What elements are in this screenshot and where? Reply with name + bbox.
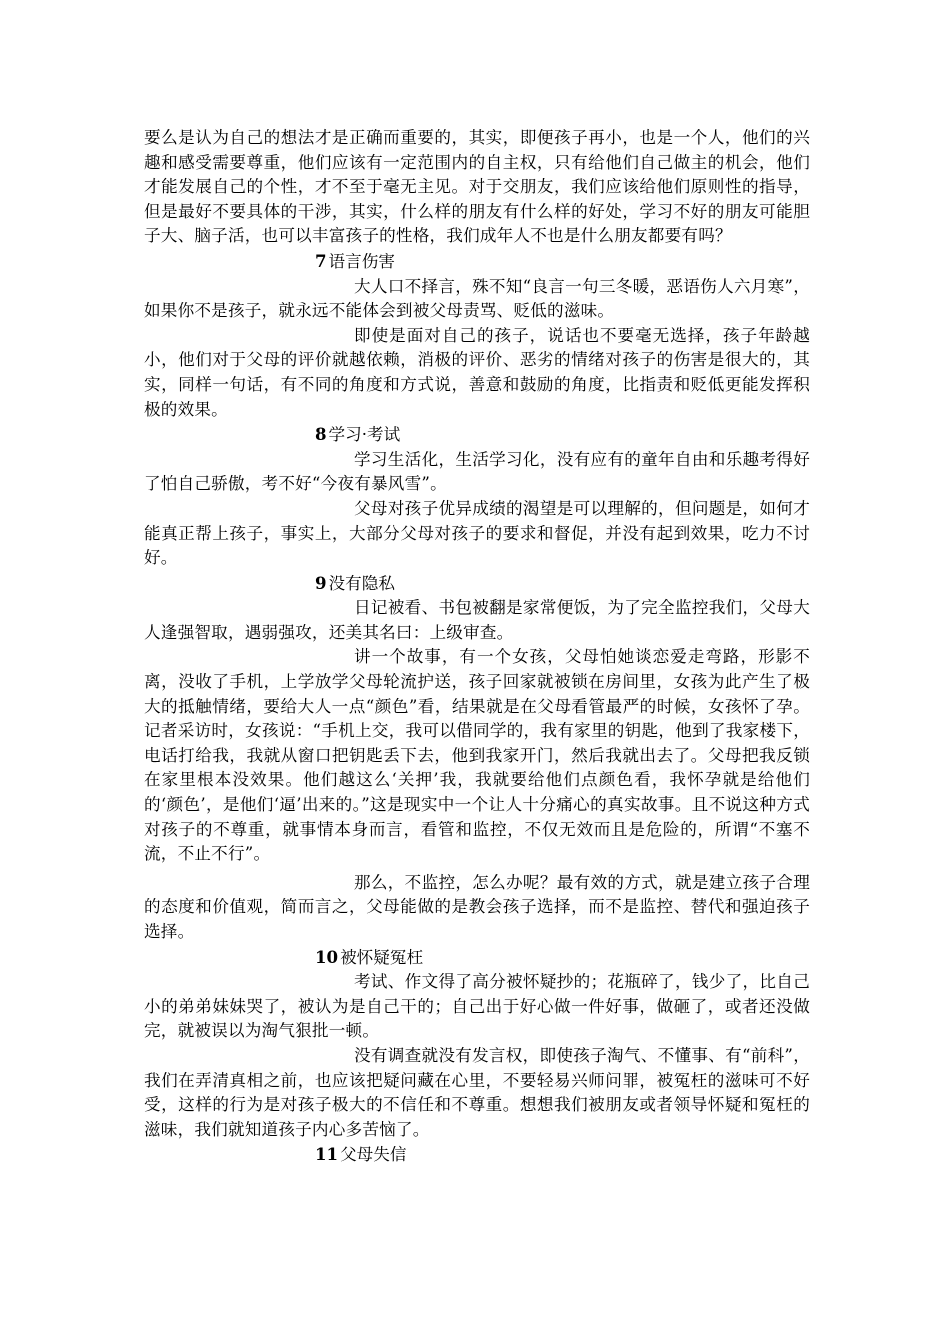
document-page [144, 126, 810, 1168]
section-title: 语言伤害 [328, 251, 395, 271]
paragraph: 要么是认为自己的想法才是正确而重要的，其实，即便孩子再小，也是一个人，他们的兴趣和感受需要尊重，他们应该有一定范围内的自主权，只有给他们自己做主的机会，他们才能发展自己的个性，才不至于毫无主见。对于交朋友，我们应该给他们原则性的指导，但是最好不要具体的干涉，其实，什么样的朋友有什么样的好处，学习不好的朋友可能胆子大、脑子活，也可以丰富孩子的性格，我们成年人不也是什么朋友都要有吗？ [144, 128, 810, 246]
section-number: 9 [315, 572, 327, 593]
section-number: 7 [315, 250, 327, 271]
paragraph: 讲一个故事，有一个女孩，父母怕她谈恋爱走弯路，形影不离，没收了手机，上学放学父母轮流护送，孩子回家就被锁在房间里，女孩为此产生了极大的抵触情绪，要给大人一点“颜色”看，结果就是在父母看管最严的时候，女孩怀了孕。记者采访时，女孩说：“手机上交，我可以借同学的，我有家里的钥匙，他到了我家楼下，电话打给我，我就从窗口把钥匙丢下去，他到我家开门，然后我就出去了。父母把我反锁在家里根本没效果。他们越这么‘关押’我，我就要给他们点颜色看，我怀孕就是给他们的‘颜色’，是他们‘逼’出来的。”这是现实中一个让人十分痛心的真实故事。且不说这种方式对孩子的不尊重，就事情本身而言，看管和监控，不仅无效而且是危险的，所谓“不塞不流，不止不行”。 [144, 647, 810, 864]
paragraph: 没有调查就没有发言权，即使孩子淘气、不懂事、有“前科”，我们在弄清真相之前，也应该把疑问藏在心里，不要轻易兴师问罪，被冤枉的滋味可不好受，这样的行为是对孩子极大的不信任和不尊重。想想我们被朋友或者领导怀疑和冤枉的滋味，我们就知道孩子内心多苦恼了。 [144, 1045, 810, 1139]
section-heading-9 [144, 571, 810, 597]
paragraph: 日记被看、书包被翻是家常便饭，为了完全监控我们，父母大人逢强智取，遇弱强攻，还美其名曰：上级审查。 [144, 598, 810, 642]
section-heading-10 [144, 945, 810, 971]
section-number: 10 [315, 946, 339, 967]
section-heading-11 [144, 1142, 810, 1168]
section-title: 没有隐私 [328, 573, 395, 593]
paragraph: 即使是面对自己的孩子，说话也不要毫无选择，孩子年龄越小，他们对于父母的评价就越依赖，消极的评价、恶劣的情绪对孩子的伤害是很大的，其实，同样一句话，有不同的角度和方式说，善意和鼓励的角度，比指责和贬低更能发挥积极的效果。 [144, 325, 810, 419]
section-heading-8 [144, 422, 810, 448]
section-title: 学习·考试 [328, 425, 401, 445]
section-number: 11 [315, 1144, 339, 1165]
section-heading-7 [144, 249, 810, 275]
paragraph: 学习生活化，生活学习化，没有应有的童年自由和乐趣考得好了怕自己骄傲，考不好“今夜有暴风雪”。 [144, 449, 810, 494]
paragraph: 父母对孩子优异成绩的渴望是可以理解的，但问题是，如何才能真正帮上孩子，事实上，大部分父母对孩子的要求和督促，并没有起到效果，吃力不讨好。 [144, 498, 810, 568]
section-number: 8 [315, 424, 327, 445]
section-title: 父母失信 [340, 1145, 407, 1165]
paragraph: 考试、作文得了高分被怀疑抄的；花瓶碎了，钱少了，比自己小的弟弟妹妹哭了，被认为是自己干的；自己出于好心做一件好事，做砸了，或者还没做完，就被误以为淘气狠批一顿。 [144, 972, 810, 1041]
paragraph: 大人口不择言，殊不知“良言一句三冬暖，恶语伤人六月寒”，如果你不是孩子，就永远不能体会到被父母责骂、贬低的滋味。 [144, 276, 810, 321]
paragraph: 那么，不监控，怎么办呢？最有效的方式，就是建立孩子合理的态度和价值观，简而言之，父母能做的是教会孩子选择，而不是监控、替代和强迫孩子选择。 [144, 872, 810, 941]
section-title: 被怀疑冤枉 [340, 947, 424, 967]
